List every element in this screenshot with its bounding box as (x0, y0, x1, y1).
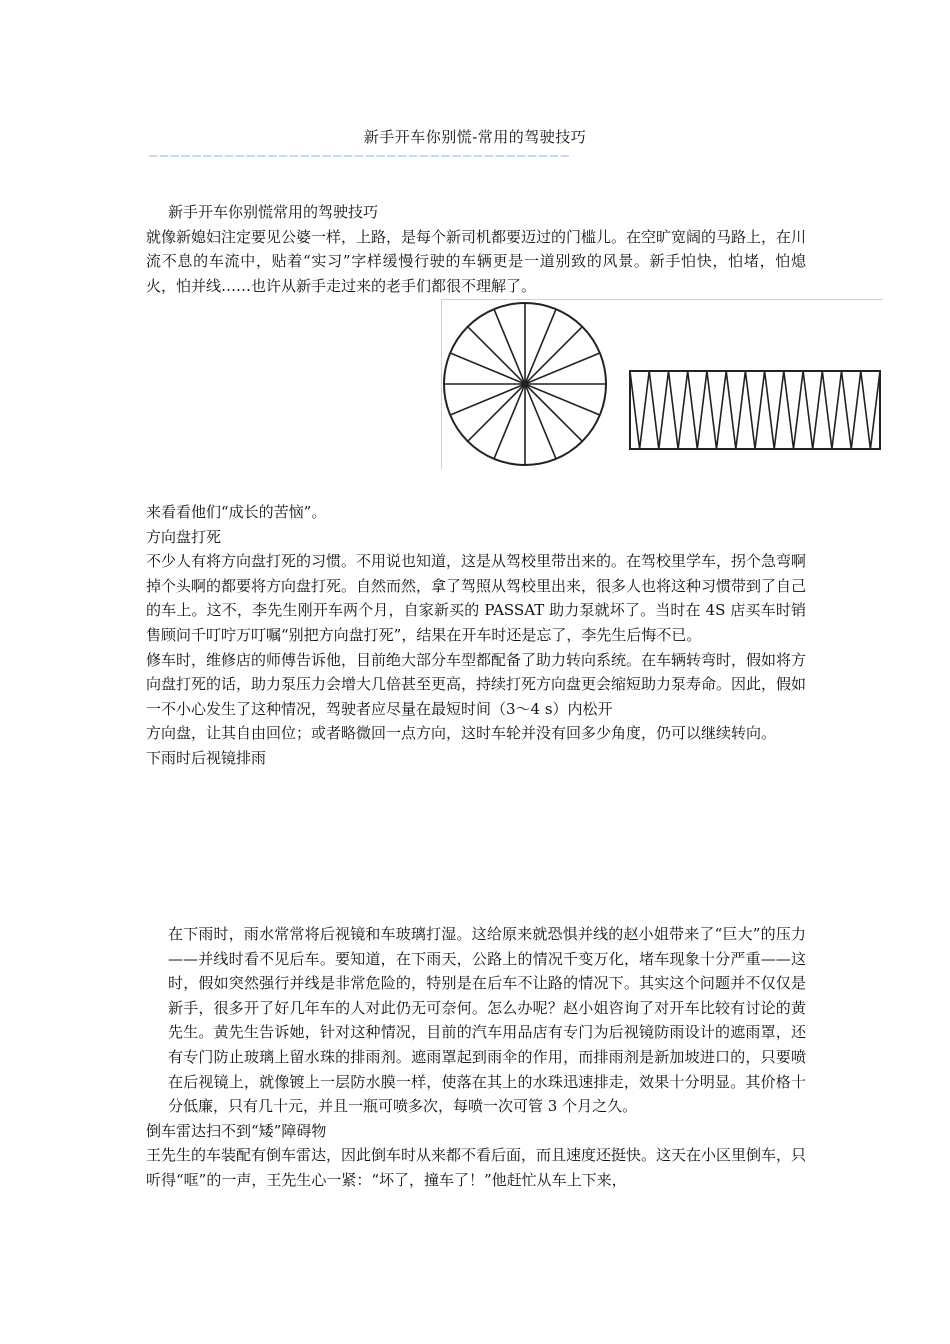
circle-spoke (468, 327, 525, 384)
section1-heading: 方向盘打死 (146, 527, 222, 546)
section1-paragraph-3: 方向盘，让其自由回位；或者略微回一点方向，这时车轮并没有回多少角度，仍可以继续转向。 (146, 724, 777, 743)
section1-paragraph-1: 不少人有将方向盘打死的习惯。不用说也知道，这是从驾校里带出来的。在驾校里学车，拐个急弯啊掉个头啊的都要将方向盘打死。自然而然，拿了驾照从驾校里出来，很多人也将这种习惯带到了自己的车上。这不，李先生刚开车两个月，自家新买的 PASSAT 助力泵就坏了。当时在 4S 店买车时销售顾问千叮咛万叮嘱“别把方向盘打死”，结果在开车时还是忘了，李先生后悔不已。 (146, 552, 807, 644)
section1-paragraph-2: 修车时，维修店的师傅告诉他，目前绝大部分车型都配备了助力转向系统。在车辆转弯时，假如将方向盘打死的话，助力泵压力会增大几倍甚至更高，持续打死方向盘更会缩短助力泵寿命。因此，假如一不小心发生了这种情况，驾驶者应尽量在最短时间（3～4 s）内松开 (146, 650, 807, 718)
intro-block (146, 200, 806, 298)
intro-paragraph: 就像新媳妇注定要见公婆一样，上路，是每个新司机都要迈过的门槛儿。在空旷宽阔的马路上，在川流不息的车流中，贴着“实习”字样缓慢行驶的车辆更是一道别致的风景。新手怕快，怕堵，怕熄火，怕并线……也许从新手走过来的老手们都很不理解了。 (146, 227, 807, 295)
divided-circle-diagram (444, 303, 606, 465)
zigzag-strip-diagram (630, 371, 880, 449)
page-title: 新手开车你别慌-常用的驾驶技巧 (363, 128, 587, 146)
intro-heading: 新手开车你别慌常用的驾驶技巧 (168, 203, 379, 221)
circle-spoke (468, 384, 525, 441)
circle-spoke (525, 384, 582, 441)
lead-line: 来看看他们“成长的苦恼”。 (146, 503, 327, 521)
section2-paragraph-1: 在下雨时，雨水常常将后视镜和车玻璃打湿。这给原来就恐惧并线的赵小姐带来了“巨大”的压力——并线时看不见后车。要知道，在下雨天，公路上的情况千变万化，堵车现象十分严重——这时，假如突然强行并线是非常危险的，特别是在后车不让路的情况下。其实这个问题并不仅仅是新手，很多开了好几年车的人对此仍无可奈何。怎么办呢？赵小姐咨询了对开车比较有讨论的黄先生。黄先生告诉她，针对这种情况，目前的汽车用品店有专门为后视镜防雨设计的遮雨罩，还有专门防止玻璃上留水珠的排雨剂。遮雨罩起到雨伞的作用，而排雨剂是新加坡进口的，只要喷在后视镜上，就像镀上一层防水膜一样，使落在其上的水珠迅速排走，效果十分明显。其价格十分低廉，只有几十元，并且一瓶可喷多次，每喷一次可管 3 个月之久。 (168, 925, 806, 1116)
section2-block (146, 922, 806, 1193)
section1-block (146, 500, 806, 771)
section2-heading: 下雨时后视镜排雨 (146, 748, 267, 767)
title-divider: ——————————————————————————————————————— (149, 151, 572, 161)
illustration-figure (441, 299, 883, 469)
circle-spoke (525, 327, 582, 384)
section3-paragraph-1: 王先生的车装配有倒车雷达，因此倒车时从来都不看后面，而且速度还挺快。这天在小区里倒车，只听得“哐”的一声，王先生心一紧：“坏了，撞车了！”他赶忙从车上下来， (146, 1146, 807, 1189)
section3-heading: 倒车雷达扫不到“矮”障碍物 (146, 1121, 327, 1140)
